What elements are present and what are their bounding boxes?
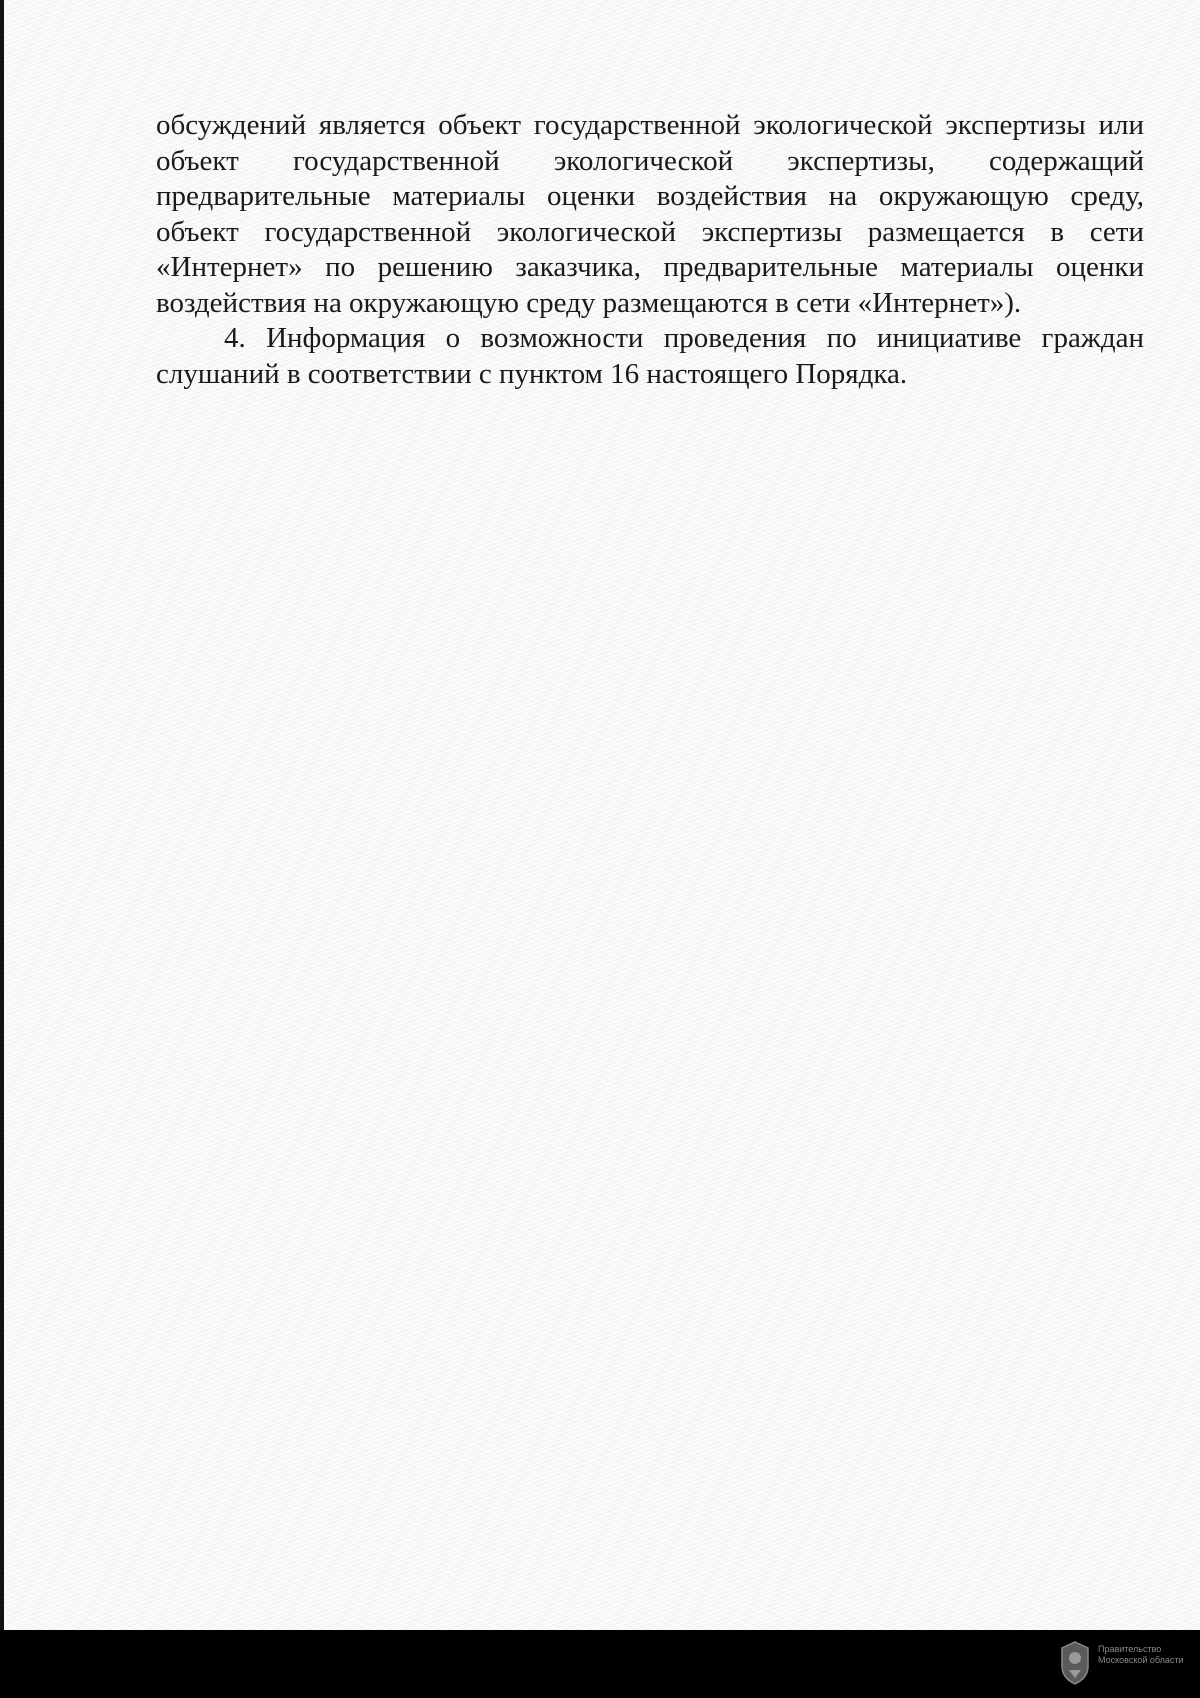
paragraph-item-4: 4. Информация о возможности проведения по инициативе граждан слушаний в соответствии с пунктом 16 настоящего Порядка. <box>156 322 1144 390</box>
emblem-caption-line-1: Правительство <box>1098 1644 1162 1654</box>
scan-footer-bar <box>0 1630 1200 1698</box>
emblem-caption-line-2: Московской области <box>1098 1655 1184 1665</box>
emblem-caption <box>1098 1644 1198 1666</box>
scan-left-edge <box>0 0 4 1630</box>
document-body <box>156 108 1144 392</box>
paragraph-continuation: обсуждений является объект государственной экологической экспертизы или объект государственной экологической экспертизы, содержащий предварительные материалы оценки воздействия на окружающую среду, объект государственной экологической экспертизы размещается в сети «Интернет» по решению заказчика, предварительные материалы оценки воздействия на окружающую среду размещаются в сети «Интернет»). <box>156 109 1144 319</box>
coat-of-arms-icon <box>1058 1640 1092 1686</box>
